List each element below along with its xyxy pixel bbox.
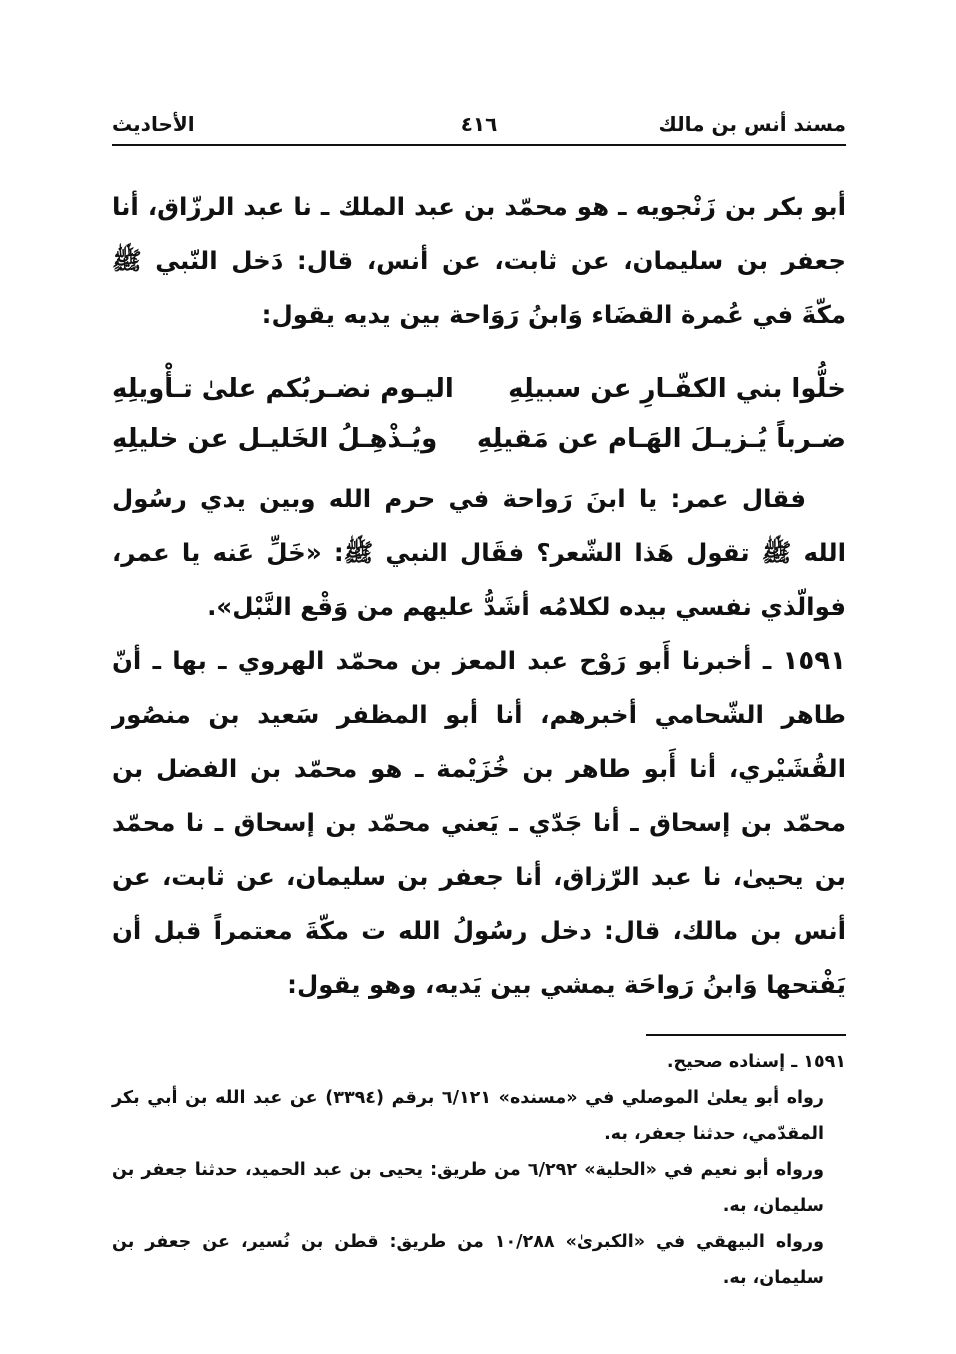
poem-verse-1 <box>112 364 846 414</box>
poem-verse-2-first-half: ضـرباً يُـزيـلَ الهَـام عن مَقيلِهِ <box>476 424 846 454</box>
continuation-paragraph: فقال عمر: يا ابنَ رَواحة في حرم الله وبين يدي رسُول الله ﷺ تقول هَذا الشّعر؟ فقَال النبي ﷺ: «خَلِّ عَنه يا عمر، فوالّذي نفسي بيده لكلامُه أشَدُّ عليهم من وَقْع النَّبْل». <box>112 484 846 621</box>
hadith-1591-text: ـ أخبرنا أَبو رَوْح عبد المعز بن محمّد الهروي ـ بها ـ أنّ طاهر الشّحامي أخبرهم، أنا أبو المظفر سَعيد بن منصُور القُشَيْري، أنا أَبو طاهر بن خُزَيْمة ـ هو محمّد بن الفضل بن محمّد بن إسحاق ـ أنا جَدّي ـ يَعني محمّد بن إسحاق ـ نا محمّد بن يحيىٰ، نا عبد الرّزاق، أنا جعفر بن سليمان، عن ثابت، عن أنس بن مالك، قال: دخل رسُولُ الله ت مكّةَ معتمراً قبل أن يَفْتحها وَابنُ رَواحَة يمشي بين يَديه، وهو يقول: <box>112 646 846 999</box>
section-title: الأحاديث <box>112 112 195 136</box>
hadith-1591-paragraph <box>112 634 846 1012</box>
book-page <box>112 100 846 1320</box>
footnote-item: ورواه أبو نعيم في «الحلية» ٦/٢٩٢ من طريق: يحيى بن عبد الحميد، حدثنا جعفر بن سليمان، به. <box>112 1160 824 1216</box>
footnotes <box>112 1044 846 1296</box>
poem <box>112 364 846 464</box>
hadith-intro-paragraph: أبو بكر بن زَنْجويه ـ هو محمّد بن عبد الملك ـ نا عبد الرزّاق، أنا جعفر بن سليمان، عن ثابت، عن أنس، قال: دَخل النّبي ﷺ مكّةَ في عُمرة القضَاء وَابنُ رَوَاحة بين يديه يقول: <box>112 192 846 329</box>
hadith-number: ١٥٩١ <box>782 646 846 676</box>
page-number: ٤١٦ <box>460 112 498 136</box>
footnote-item: رواه أبو يعلىٰ الموصلي في «مسنده» ٦/١٢١ برقم (٣٣٩٤) عن عبد الله بن أبي بكر المقدّمي، حدثنا جعفر، به. <box>112 1088 824 1144</box>
header-divider <box>112 144 846 146</box>
running-header <box>112 100 846 148</box>
footnote-divider <box>646 1034 846 1036</box>
poem-verse-2 <box>112 414 846 464</box>
footnote-heading: ١٥٩١ ـ إسناده صحيح. <box>666 1052 846 1072</box>
book-title: مسند أنس بن مالك <box>658 112 846 136</box>
poem-verse-1-first-half: خلُّوا بني الكفّـارِ عن سبيلِهِ <box>508 374 846 404</box>
poem-verse-2-second-half: ويُـذْهِـلُ الخَليـل عن خليلِهِ <box>112 424 438 454</box>
main-text <box>112 180 846 1012</box>
poem-verse-1-second-half: اليـوم نضـربُكم علىٰ تـأْويلِهِ <box>112 374 454 404</box>
footnote-item: ورواه البيهقي في «الكبرىٰ» ١٠/٢٨٨ من طريق: قطن بن نُسير، عن جعفر بن سليمان، به. <box>112 1232 824 1288</box>
